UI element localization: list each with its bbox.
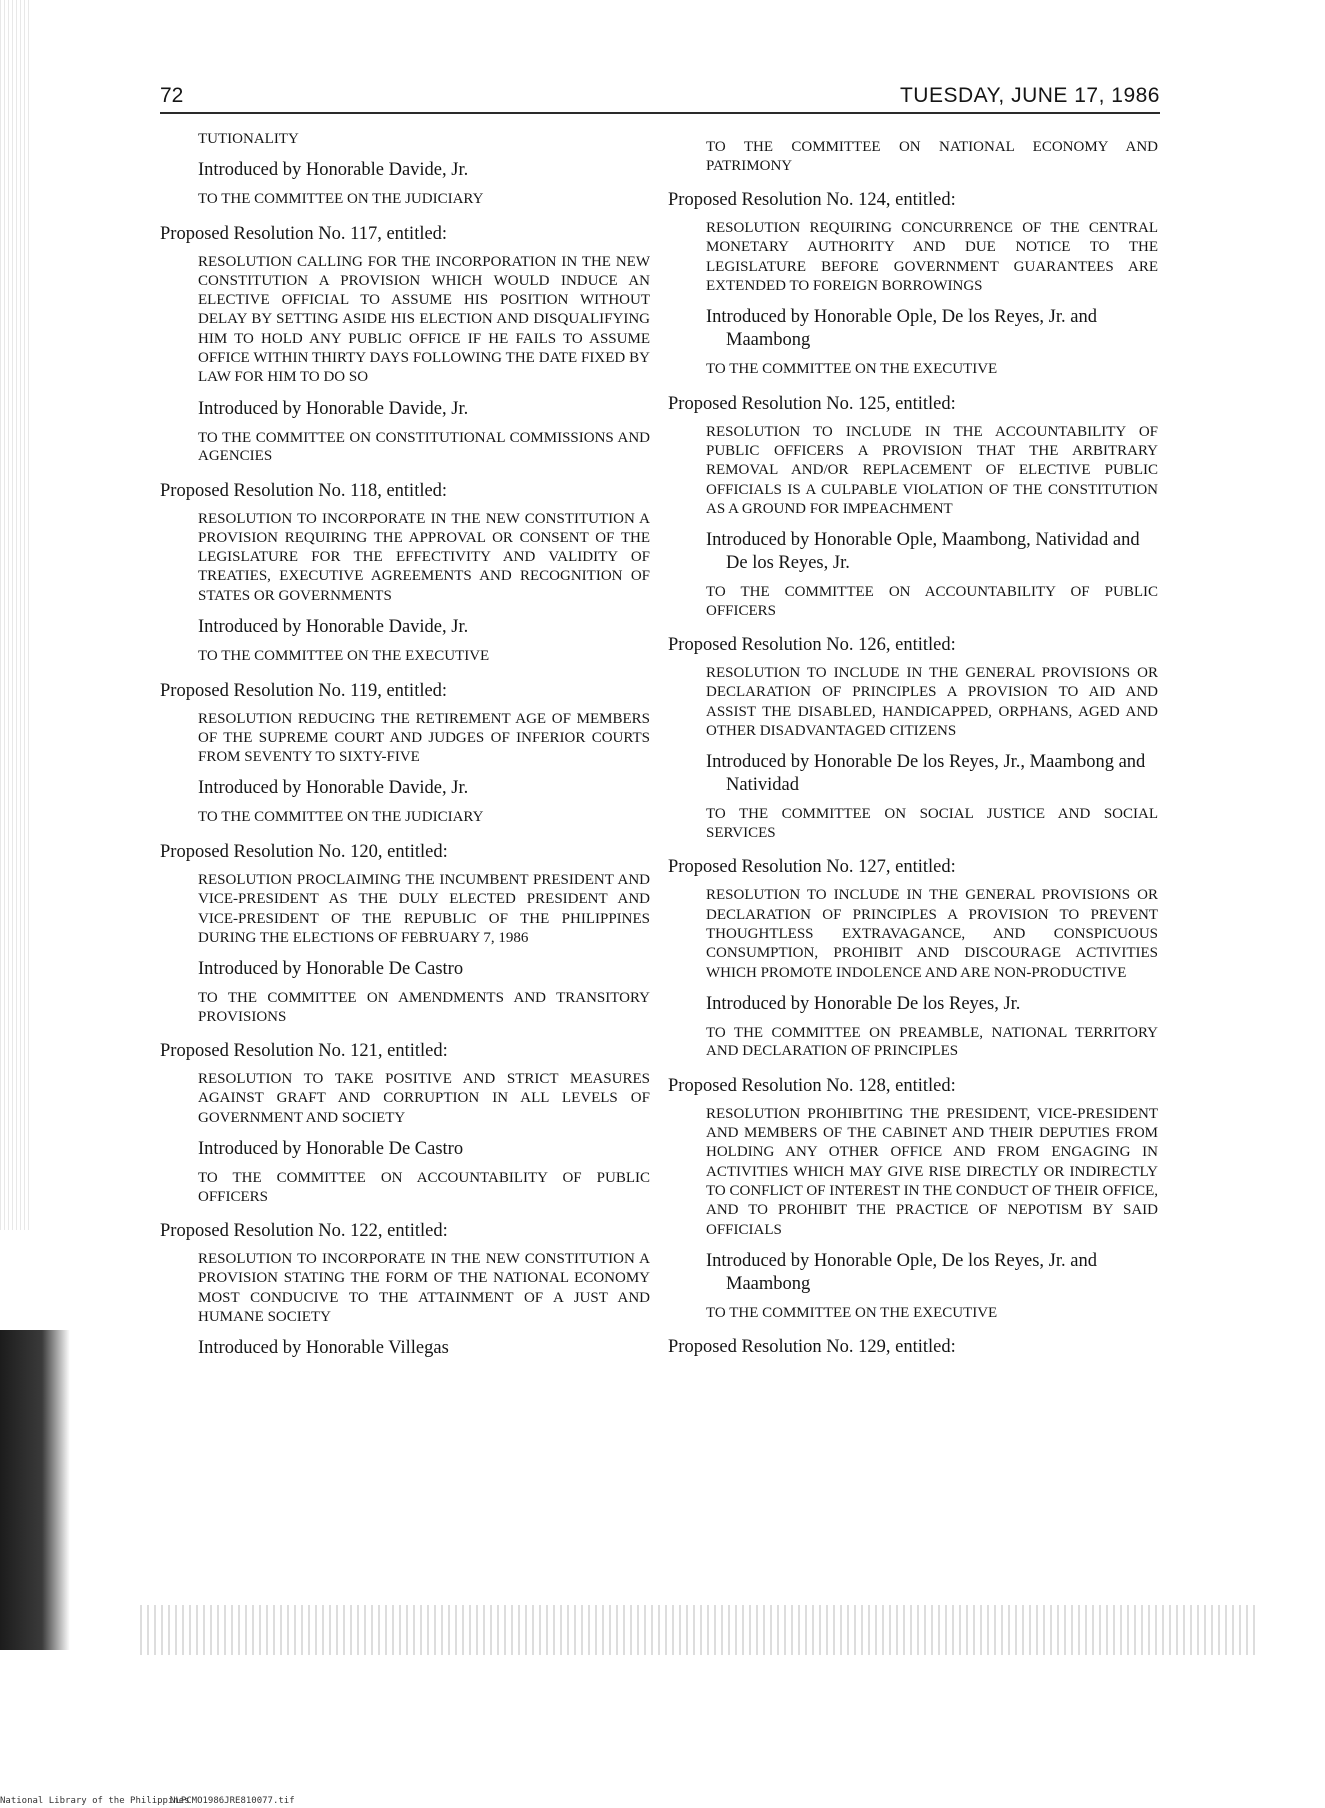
- resolution-title-continued: TUTIONALITY: [198, 131, 299, 147]
- committee-referral: TO THE COMMITTEE ON NATIONAL ECONOMY AND PATRIMONY: [706, 139, 1158, 174]
- committee-referral: TO THE COMMITTEE ON ACCOUNTABILITY OF PUBLIC OFFICERS: [706, 584, 1158, 619]
- committee-referral: TO THE COMMITTEE ON CONSTITUTIONAL COMMISSIONS AND AGENCIES: [198, 429, 650, 465]
- introduced-by: Introduced by Honorable Davide, Jr.: [198, 398, 469, 419]
- introduced-by: Introduced by Honorable Ople, De los Reyes, Jr. and Maambong: [706, 307, 1097, 351]
- right-column: [668, 130, 1158, 1366]
- introduced-by: Introduced by Honorable De Castro: [198, 1139, 464, 1160]
- committee-referral: TO THE COMMITTEE ON THE EXECUTIVE: [706, 361, 998, 378]
- resolution-heading: Proposed Resolution No. 124, entitled:: [668, 190, 956, 210]
- resolution-heading: Proposed Resolution No. 129, entitled:: [668, 1337, 956, 1358]
- resolution-heading: Proposed Resolution No. 118, entitled:: [160, 480, 448, 501]
- committee-referral: TO THE COMMITTEE ON THE JUDICIARY: [198, 809, 484, 826]
- resolution-title: RESOLUTION PROCLAIMING THE INCUMBENT PRESIDENT AND VICE-PRESIDENT AS THE DULY ELECTED PRESIDENT AND VICE-PRESIDENT OF THE REPUBLIC OF THE PHILIPPINES DURING THE ELECTIONS OF FEBRUARY 7, 1986: [198, 871, 650, 946]
- scan-edge-artifact: [0, 0, 30, 1230]
- resolution-heading: Proposed Resolution No. 119, entitled:: [160, 680, 448, 701]
- introduced-by: Introduced by Honorable De los Reyes, Jr.: [706, 993, 1021, 1014]
- resolution-title: RESOLUTION PROHIBITING THE PRESIDENT, VICE-PRESIDENT AND MEMBERS OF THE CABINET AND THEIR DEPUTIES FROM HOLDING ANY OTHER OFFICE AND FROM ENGAGING IN ACTIVITIES WHICH MAY GIVE RISE DIRECTLY OR INDIRECTLY TO CONFLICT OF INTEREST IN THE CONDUCT OF THEIR OFFICE, AND TO PROHIBIT THE PRACTICE OF NEPOTISM BY SAID OFFICIALS: [706, 1105, 1158, 1238]
- introduced-by: Introduced by Honorable De los Reyes, Jr., Maambong and Natividad: [706, 752, 1146, 796]
- introduced-by: Introduced by Honorable Ople, De los Reyes, Jr. and Maambong: [706, 1250, 1097, 1294]
- resolution-heading: Proposed Resolution No. 120, entitled:: [160, 841, 448, 862]
- resolution-title: RESOLUTION TO INCLUDE IN THE ACCOUNTABILITY OF PUBLIC OFFICERS A PROVISION THAT THE ARBITRARY REMOVAL AND/OR REPLACEMENT OF ELECTIVE PUBLIC OFFICIALS IS A CULPABLE VIOLATION OF THE CONSTITUTION AS A GROUND FOR IMPEACHMENT: [706, 423, 1158, 517]
- resolution-title: RESOLUTION TO INCORPORATE IN THE NEW CONSTITUTION A PROVISION STATING THE FORM OF THE NATIONAL ECONOMY MOST CONDUCIVE TO THE ATTAINMENT OF A JUST AND HUMANE SOCIETY: [198, 1251, 650, 1325]
- resolution-title: RESOLUTION REDUCING THE RETIREMENT AGE OF MEMBERS OF THE SUPREME COURT AND JUDGES OF INFERIOR COURTS FROM SEVENTY TO SIXTY-FIVE: [198, 710, 650, 766]
- page-date: TUESDAY, JUNE 17, 1986: [899, 84, 1160, 107]
- page-header: [160, 84, 1160, 114]
- scan-noise-artifact: [140, 1605, 1260, 1655]
- introduced-by: Introduced by Honorable Davide, Jr.: [198, 778, 469, 799]
- committee-referral: TO THE COMMITTEE ON PREAMBLE, NATIONAL TERRITORY AND DECLARATION OF PRINCIPLES: [706, 1024, 1158, 1060]
- page-number: 72: [160, 84, 184, 107]
- resolution-title: RESOLUTION CALLING FOR THE INCORPORATION IN THE NEW CONSTITUTION A PROVISION WHICH WOULD INDUCE AN ELECTIVE OFFICIAL TO ASSUME HIS POSITION WITHOUT DELAY BY SETTING ASIDE HIS ELECTION AND DISQUALIFYING HIM TO HOLD ANY PUBLIC OFFICE IF HE FAILS TO ASSUME OFFICE WITHIN THIRTY DAYS FOLLOWING THE DATE FIXED BY LAW FOR HIM TO DO SO: [198, 253, 650, 386]
- resolution-heading: Proposed Resolution No. 127, entitled:: [668, 857, 956, 878]
- resolution-heading: Proposed Resolution No. 126, entitled:: [668, 635, 956, 656]
- footer-file-id: NLPCMO1986JRE810077.tif: [170, 1796, 295, 1806]
- resolution-title: RESOLUTION REQUIRING CONCURRENCE OF THE CENTRAL MONETARY AUTHORITY AND DUE NOTICE TO THE LEGISLATURE BEFORE GOVERNMENT GUARANTEES ARE EXTENDED TO FOREIGN BORROWINGS: [706, 220, 1158, 294]
- introduced-by: Introduced by Honorable Villegas: [198, 1338, 449, 1359]
- committee-referral: TO THE COMMITTEE ON ACCOUNTABILITY OF PUBLIC OFFICERS: [198, 1170, 650, 1205]
- resolution-heading: Proposed Resolution No. 128, entitled:: [668, 1075, 956, 1096]
- introduced-by: Introduced by Honorable Davide, Jr.: [198, 617, 469, 638]
- committee-referral: TO THE COMMITTEE ON THE JUDICIARY: [198, 191, 484, 207]
- resolution-heading: Proposed Resolution No. 121, entitled:: [160, 1041, 448, 1062]
- resolution-title: RESOLUTION TO TAKE POSITIVE AND STRICT MEASURES AGAINST GRAFT AND CORRUPTION IN ALL LEVELS OF GOVERNMENT AND SOCIETY: [198, 1071, 650, 1126]
- header-rule: [160, 112, 1160, 114]
- resolution-title: RESOLUTION TO INCLUDE IN THE GENERAL PROVISIONS OR DECLARATION OF PRINCIPLES A PROVISION TO AID AND ASSIST THE DISABLED, HANDICAPPED, ORPHANS, AGED AND OTHER DISADVANTAGED CITIZENS: [706, 665, 1158, 740]
- committee-referral: TO THE COMMITTEE ON AMENDMENTS AND TRANSITORY PROVISIONS: [198, 990, 650, 1025]
- resolution-heading: Proposed Resolution No. 122, entitled:: [160, 1221, 448, 1242]
- resolution-title: RESOLUTION TO INCLUDE IN THE GENERAL PROVISIONS OR DECLARATION OF PRINCIPLES A PROVISION TO PREVENT THOUGHTLESS EXTRAVAGANCE, AND CONSPICUOUS CONSUMPTION, PROHIBIT AND DISCOURAGE ACTIVITIES WHICH PROMOTE INDOLENCE AND ARE NON-PRODUCTIVE: [706, 887, 1158, 981]
- committee-referral: TO THE COMMITTEE ON THE EXECUTIVE: [706, 1304, 998, 1321]
- left-column: [160, 130, 650, 1368]
- resolution-title: RESOLUTION TO INCORPORATE IN THE NEW CONSTITUTION A PROVISION REQUIRING THE APPROVAL OR CONSENT OF THE LEGISLATURE FOR THE EFFECTIVITY AND VALIDITY OF TREATIES, EXECUTIVE AGREEMENTS AND RECOGNITION OF STATES OR GOVERNMENTS: [198, 510, 650, 604]
- scan-shadow-artifact: [0, 1330, 70, 1650]
- introduced-by: Introduced by Honorable Davide, Jr.: [198, 160, 469, 180]
- committee-referral: TO THE COMMITTEE ON THE EXECUTIVE: [198, 648, 490, 665]
- footer-library-credit: National Library of the Philippines: [0, 1796, 190, 1806]
- resolution-heading: Proposed Resolution No. 117, entitled:: [160, 223, 448, 244]
- introduced-by: Introduced by Honorable Ople, Maambong, Natividad and De los Reyes, Jr.: [706, 530, 1140, 574]
- introduced-by: Introduced by Honorable De Castro: [198, 959, 464, 980]
- resolution-heading: Proposed Resolution No. 125, entitled:: [668, 393, 956, 414]
- committee-referral: TO THE COMMITTEE ON SOCIAL JUSTICE AND SOCIAL SERVICES: [706, 806, 1158, 841]
